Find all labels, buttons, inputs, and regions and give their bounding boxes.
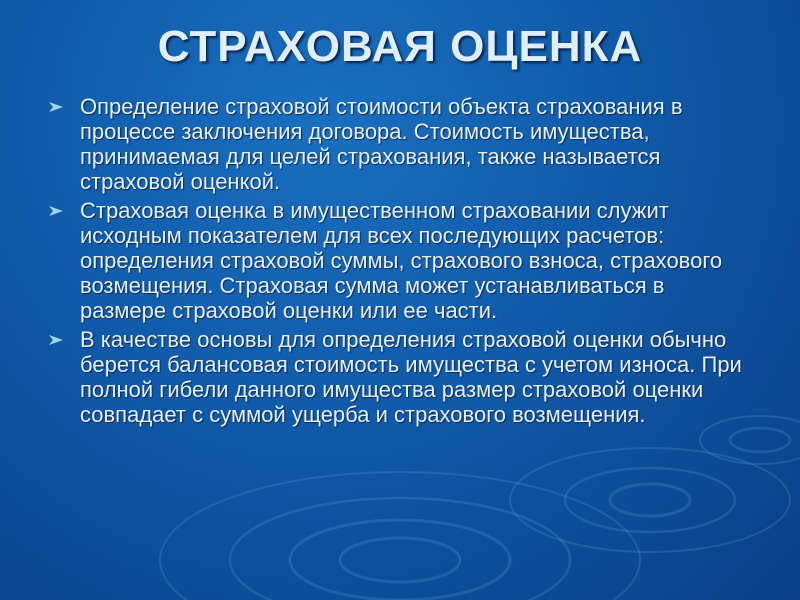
bullet-text: Страховая оценка в имущественном страховании служит исходным показателем для всех последующих расчетов: определения страховой суммы, страхового взноса, страхового возмещения. Страховая сумма может устанавливаться в размере страховой оценки или ее части. (80, 198, 723, 323)
bullet-item (48, 198, 748, 323)
bullet-text: В качестве основы для определения страховой оценки обычно берется балансовая стоимость имущества с учетом износа. При полной гибели данного имущества размер страховой оценки совпадает с суммой ущерба и страхового возмещения. (80, 327, 742, 427)
arrowhead-bullet-icon (48, 205, 64, 217)
arrowhead-bullet-icon (48, 101, 64, 113)
bullet-item (48, 94, 748, 194)
bullet-list (48, 94, 748, 431)
arrowhead-bullet-icon (48, 334, 64, 346)
slide-title: СТРАХОВАЯ ОЦЕНКА (157, 22, 643, 71)
bullet-item (48, 327, 748, 427)
bullet-text: Определение страховой стоимости объекта страхования в процессе заключения договора. Стоимость имущества, принимаемая для целей страхования, также называется страховой оценкой. (80, 94, 683, 194)
